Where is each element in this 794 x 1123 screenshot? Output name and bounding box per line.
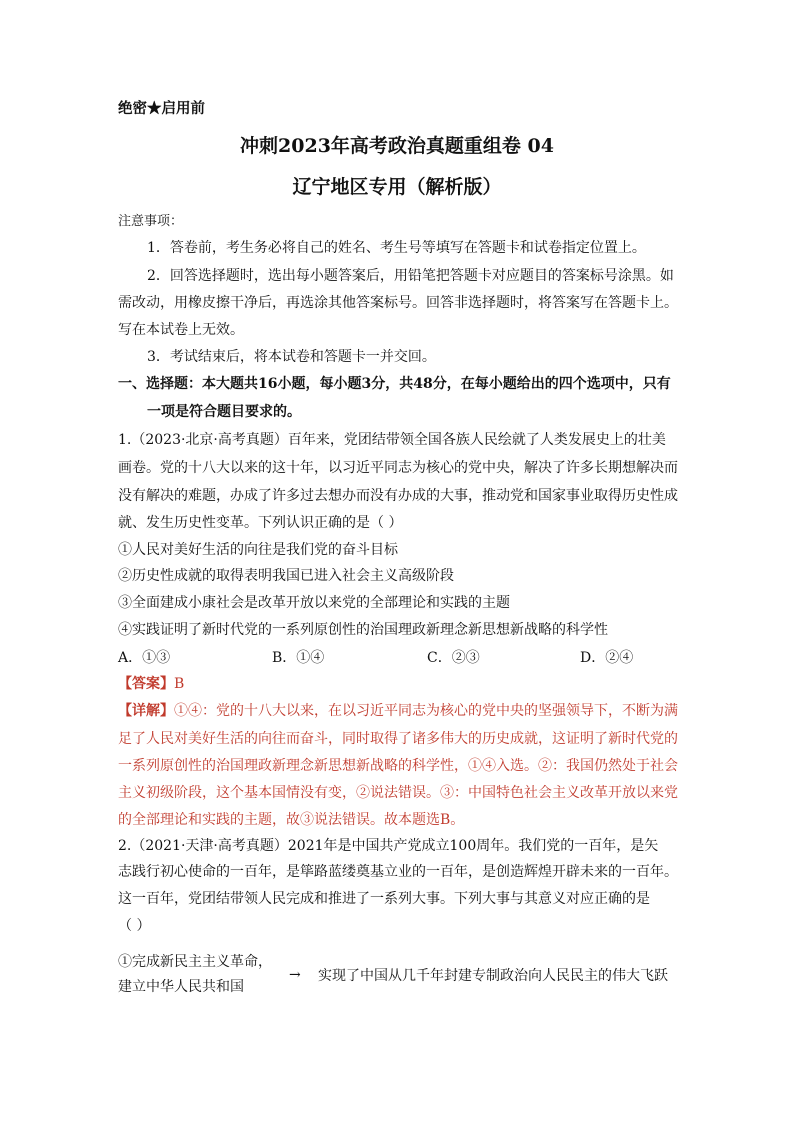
section-heading-line-1: 一、选择题：本大题共16小题，每小题3分，共48分，在每小题给出的四个选项中，只有 xyxy=(118,376,671,392)
answer-value: B xyxy=(174,676,185,692)
q1-answer xyxy=(118,674,184,694)
q1-statement-3: ③全面建成小康社会是改革开放以来党的全部理论和实践的主题 xyxy=(118,595,510,611)
detail-text: ①④：党的十八大以来，在以习近平同志为核心的党中央的坚强领导下，不断为满 xyxy=(174,703,678,719)
q2-stem-line-3: 这一百年，党团结带领人民完成和推进了一系列大事。下列大事与其意义对应正确的是 xyxy=(118,891,650,907)
secrecy-label: 绝密★启用前 xyxy=(118,100,205,117)
notice-item-2-line-1: 2．回答选择题时，选出每小题答案后，用铅笔把答题卡对应题目的答案标号涂黑。如 xyxy=(147,268,674,284)
q1-detail-line-1 xyxy=(118,701,678,721)
q1-detail-line-3: 一系列原创性的治国理政新理念新思想新战略的科学性，①④入选。②：我国仍然处于社会 xyxy=(118,758,678,774)
section-heading-line-2: 一项是符合题目要求的。 xyxy=(147,404,301,420)
q1-statement-1: ①人民对美好生活的向往是我们党的奋斗目标 xyxy=(118,542,398,558)
arrow-icon: → xyxy=(289,967,301,983)
page-subtitle: 辽宁地区专用（解析版） xyxy=(292,176,502,198)
answer-tag: 【答案】 xyxy=(118,676,174,692)
notice-item-2-line-2: 需改动，用橡皮擦干净后，再选涂其他答案标号。回答非选择题时，将答案写在答题卡上。 xyxy=(118,295,678,311)
q1-option-b: B．①④ xyxy=(272,650,325,666)
detail-tag: 【详解】 xyxy=(118,703,174,719)
q2-stem-line-1: 2.（2021·天津·高考真题）2021年是中国共产党成立100周年。我们党的一百年，是矢 xyxy=(118,838,659,854)
q2-stem-line-2: 志践行初心使命的一百年，是筚路蓝缕奠基立业的一百年，是创造辉煌开辟未来的一百年。 xyxy=(118,864,678,880)
page-title: 冲刺2023年高考政治真题重组卷 04 xyxy=(240,135,554,157)
q1-option-a: A．①③ xyxy=(118,650,171,666)
q1-option-d: D．②④ xyxy=(580,650,634,666)
q1-stem-line-1: 1.（2023·北京·高考真题）百年来，党团结带领全国各族人民绘就了人类发展史上的壮美 xyxy=(118,432,666,448)
notice-item-3: 3．考试结束后，将本试卷和答题卡一并交回。 xyxy=(147,349,436,365)
q1-statement-4: ④实践证明了新时代党的一系列原创性的治国理政新理念新思想新战略的科学性 xyxy=(118,622,608,638)
q2-match-right: 实现了中国从几千年封建专制政治向人民民主的伟大飞跃 xyxy=(318,968,668,984)
q1-stem-line-2: 画卷。党的十八大以来的这十年，以习近平同志为核心的党中央，解决了许多长期想解决而 xyxy=(118,460,678,476)
q2-match-left-line-1: ①完成新民主主义革命， xyxy=(118,954,272,970)
q1-detail-line-2: 足了人民对美好生活的向往而奋斗，同时取得了诸多伟大的历史成就，这证明了新时代党的 xyxy=(118,731,678,747)
q1-stem-line-3: 没有解决的难题，办成了许多过去想办而没有办成的大事，推动党和国家事业取得历史性成 xyxy=(118,488,678,504)
q1-detail-line-4: 主义初级阶段，这个基本国情没有变，②说法错误。③：中国特色社会主义改革开放以来党 xyxy=(118,785,678,801)
q1-option-c: C．②③ xyxy=(427,650,480,666)
q1-detail-line-5: 的全部理论和实践的主题，故③说法错误。故本题选B。 xyxy=(118,812,465,828)
notice-heading: 注意事项： xyxy=(118,214,184,229)
notice-item-1: 1．答卷前，考生务必将自己的姓名、考生号等填写在答题卡和试卷指定位置上。 xyxy=(147,240,646,256)
notice-item-2-line-3: 写在本试卷上无效。 xyxy=(118,322,244,338)
q2-stem-line-4: （ ） xyxy=(118,918,151,934)
q1-stem-line-4: 就、发生历史性变革。下列认识正确的是（ ） xyxy=(118,515,403,531)
q1-statement-2: ②历史性成就的取得表明我国已进入社会主义高级阶段 xyxy=(118,568,454,584)
q2-match-left-line-2: 建立中华人民共和国 xyxy=(118,979,244,995)
